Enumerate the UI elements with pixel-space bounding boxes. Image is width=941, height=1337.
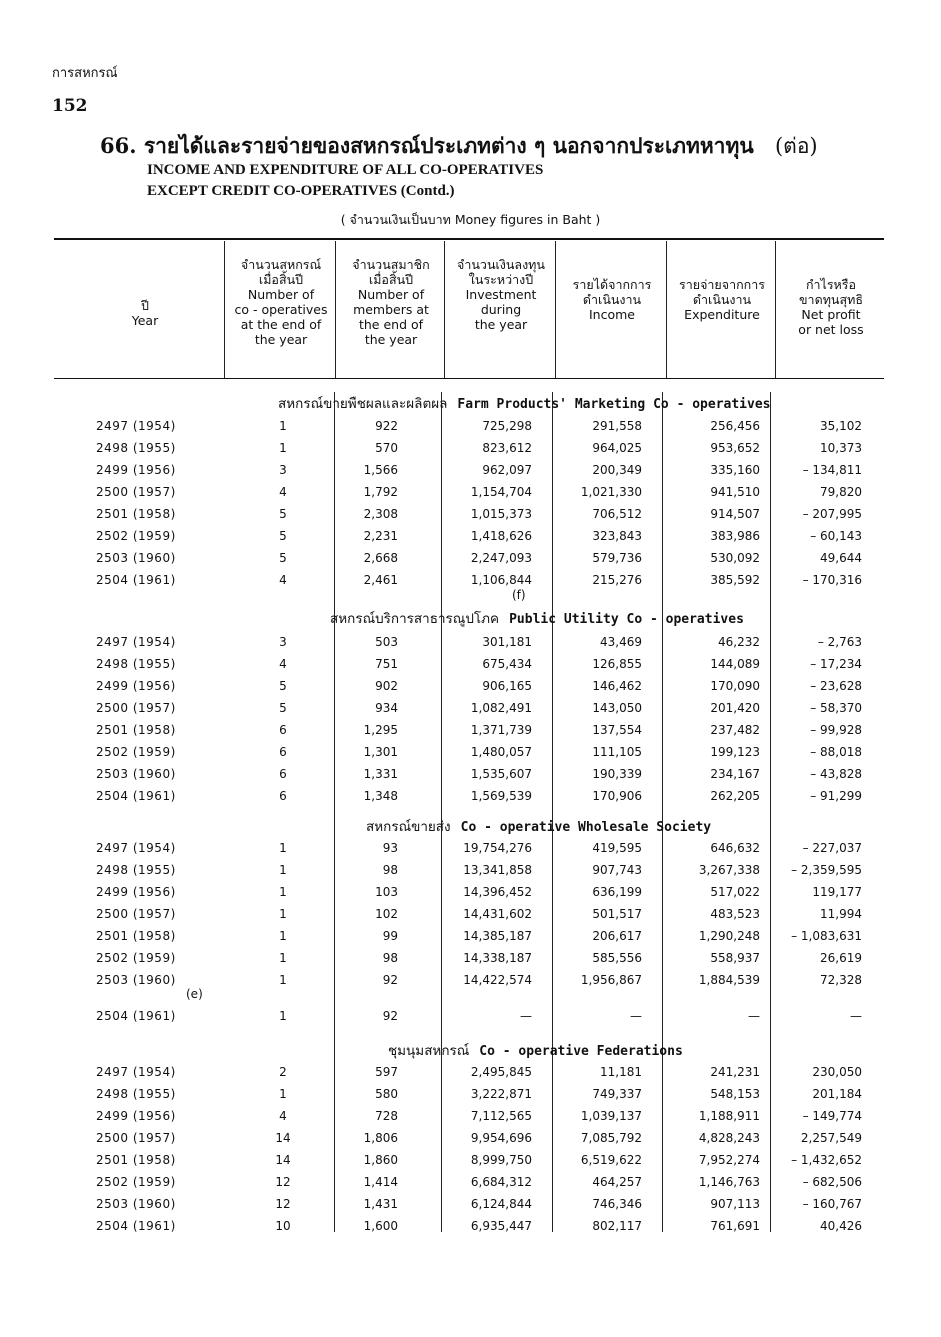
cell-year: 2499 (1956): [96, 1109, 176, 1123]
cell-coops: 4: [279, 657, 287, 671]
cell-year: 2502 (1959): [96, 1175, 176, 1189]
cell-income: 200,349: [592, 463, 642, 477]
cell-income: 43,469: [600, 635, 642, 649]
cell-investment: 1,480,057: [470, 745, 532, 759]
cell-income: 802,117: [592, 1219, 642, 1233]
cell-income: 170,906: [592, 789, 642, 803]
cell-income: 1,021,330: [580, 485, 642, 499]
cell-year: 2504 (1961): [96, 573, 176, 587]
cell-income: 1,956,867: [580, 973, 642, 987]
cell-investment: 6,684,312: [470, 1175, 532, 1189]
cell-year: 2504 (1961): [96, 1009, 176, 1023]
cell-investment: 14,431,602: [463, 907, 532, 921]
cell-expenditure: 46,232: [718, 635, 760, 649]
cell-expenditure: 941,510: [710, 485, 760, 499]
cell-members: 98: [382, 863, 398, 877]
page-number: 152: [52, 96, 88, 116]
column-header-cooperatives: จำนวนสหกรณ์ เมื่อสิ้นปี Number of co - operatives at the end of the year: [234, 257, 328, 347]
cell-coops: 5: [279, 551, 287, 565]
cell-members: 1,792: [363, 485, 398, 499]
cell-year: 2497 (1954): [96, 419, 176, 433]
cell-net: – 91,299: [810, 789, 862, 803]
header-divider: [444, 241, 445, 378]
cell-year: 2500 (1957): [96, 485, 176, 499]
cell-net: —: [850, 1009, 862, 1023]
cell-net: – 1,432,652: [791, 1153, 862, 1167]
table-row: [0, 720, 941, 740]
footnote-marker: (e): [186, 987, 203, 1001]
cell-coops: 4: [279, 573, 287, 587]
cell-year: 2502 (1959): [96, 951, 176, 965]
cell-year: 2500 (1957): [96, 1131, 176, 1145]
cell-investment: 962,097: [482, 463, 532, 477]
cell-year: 2497 (1954): [96, 635, 176, 649]
cell-expenditure: 241,231: [710, 1065, 760, 1079]
cell-year: 2503 (1960): [96, 551, 176, 565]
cell-net: 10,373: [820, 441, 862, 455]
cell-net: – 43,828: [810, 767, 862, 781]
column-header-income: รายได้จากการ ดำเนินงาน Income: [572, 277, 652, 322]
cell-members: 2,461: [363, 573, 398, 587]
cell-investment: 14,396,452: [463, 885, 532, 899]
cell-year: 2497 (1954): [96, 1065, 176, 1079]
table-row: [0, 742, 941, 762]
header-divider: [775, 241, 776, 378]
money-units-note: ( จำนวนเงินเป็นบาท Money figures in Baht ): [340, 212, 601, 227]
cell-investment: 675,434: [482, 657, 532, 671]
cell-year: 2498 (1955): [96, 863, 176, 877]
cell-net: – 99,928: [810, 723, 862, 737]
cell-net: 201,184: [812, 1087, 862, 1101]
cell-income: 7,085,792: [580, 1131, 642, 1145]
cell-income: —: [630, 1009, 642, 1023]
cell-income: 706,512: [592, 507, 642, 521]
cell-coops: 12: [275, 1175, 291, 1189]
section-title-thai: สหกรณ์ขายส่ง: [366, 819, 451, 835]
table-row: [0, 838, 941, 858]
cell-members: 580: [375, 1087, 398, 1101]
table-row: [0, 1128, 941, 1148]
cell-coops: 3: [279, 635, 287, 649]
table-row: [0, 948, 941, 968]
cell-coops: 4: [279, 485, 287, 499]
cell-net: – 17,234: [810, 657, 862, 671]
cell-net: – 60,143: [810, 529, 862, 543]
cell-year: 2497 (1954): [96, 841, 176, 855]
cell-coops: 6: [279, 767, 287, 781]
cell-investment: 2,495,845: [470, 1065, 532, 1079]
table-row: [0, 548, 941, 568]
cell-coops: 1: [279, 1009, 287, 1023]
cell-investment: 7,112,565: [470, 1109, 532, 1123]
cell-members: 92: [382, 973, 398, 987]
cell-income: 1,039,137: [580, 1109, 642, 1123]
cell-expenditure: 262,205: [710, 789, 760, 803]
cell-investment: 906,165: [482, 679, 532, 693]
cell-year: 2502 (1959): [96, 745, 176, 759]
column-header-year: ปี Year: [131, 298, 159, 328]
cell-members: 902: [375, 679, 398, 693]
cell-members: 1,348: [363, 789, 398, 803]
cell-net: 26,619: [820, 951, 862, 965]
table-row: [0, 482, 941, 502]
column-header-net: กำไรหรือ ขาดทุนสุทธิ Net profit or net loss: [798, 277, 864, 337]
cell-members: 2,231: [363, 529, 398, 543]
cell-members: 503: [375, 635, 398, 649]
cell-year: 2504 (1961): [96, 1219, 176, 1233]
cell-investment: 3,222,871: [470, 1087, 532, 1101]
cell-expenditure: 953,652: [710, 441, 760, 455]
section-title-english: Co - operative Federations: [479, 1044, 683, 1059]
cell-expenditure: 199,123: [710, 745, 760, 759]
section-title: [278, 392, 771, 414]
running-header: การสหกรณ์: [52, 66, 118, 81]
cell-coops: 1: [279, 1087, 287, 1101]
table-row: [0, 1150, 941, 1170]
cell-net: – 2,359,595: [791, 863, 862, 877]
cell-expenditure: 385,592: [710, 573, 760, 587]
cell-expenditure: 256,456: [710, 419, 760, 433]
contd-thai: (ต่อ): [774, 134, 818, 158]
cell-coops: 14: [275, 1153, 291, 1167]
cell-investment: 1,106,844: [470, 573, 532, 587]
cell-coops: 4: [279, 1109, 287, 1123]
cell-income: 146,462: [592, 679, 642, 693]
cell-year: 2498 (1955): [96, 441, 176, 455]
cell-members: 1,806: [363, 1131, 398, 1145]
table-row: [0, 416, 941, 436]
cell-coops: 1: [279, 973, 287, 987]
table-row: [0, 438, 941, 458]
cell-members: 1,331: [363, 767, 398, 781]
cell-investment: 725,298: [482, 419, 532, 433]
section-title: [366, 815, 711, 837]
table-row: [0, 676, 941, 696]
cell-income: 579,736: [592, 551, 642, 565]
cell-year: 2500 (1957): [96, 907, 176, 921]
section-title-english: Co - operative Wholesale Society: [460, 820, 712, 835]
header-bottom-rule: [54, 378, 884, 379]
cell-coops: 1: [279, 929, 287, 943]
cell-coops: 10: [275, 1219, 291, 1233]
cell-investment: 14,338,187: [463, 951, 532, 965]
cell-net: – 682,506: [802, 1175, 862, 1189]
cell-income: 6,519,622: [580, 1153, 642, 1167]
footnote-marker: (f): [512, 588, 526, 602]
cell-members: 1,566: [363, 463, 398, 477]
cell-coops: 5: [279, 701, 287, 715]
cell-year: 2498 (1955): [96, 657, 176, 671]
cell-coops: 1: [279, 419, 287, 433]
column-header-members: จำนวนสมาชิก เมื่อสิ้นปี Number of members at the end of the year: [352, 257, 430, 347]
cell-members: 2,668: [363, 551, 398, 565]
table-row: [0, 1006, 941, 1026]
cell-income: 137,554: [592, 723, 642, 737]
column-header-investment: จำนวนเงินลงทุน ในระหว่างปี Investment during the year: [457, 257, 545, 332]
cell-income: 749,337: [592, 1087, 642, 1101]
cell-net: 40,426: [820, 1219, 862, 1233]
table-title-english: [147, 160, 543, 202]
cell-income: 11,181: [600, 1065, 642, 1079]
cell-coops: 6: [279, 723, 287, 737]
cell-expenditure: 907,113: [710, 1197, 760, 1211]
cell-year: 2503 (1960): [96, 767, 176, 781]
cell-members: 93: [382, 841, 398, 855]
cell-investment: 2,247,093: [470, 551, 532, 565]
cell-net: – 23,628: [810, 679, 862, 693]
table-row: [0, 882, 941, 902]
table-number: 66.: [100, 133, 137, 158]
cell-expenditure: 1,188,911: [698, 1109, 760, 1123]
cell-year: 2499 (1956): [96, 679, 176, 693]
cell-income: 907,743: [592, 863, 642, 877]
cell-net: 11,994: [820, 907, 862, 921]
cell-expenditure: 483,523: [710, 907, 760, 921]
cell-members: 2,308: [363, 507, 398, 521]
cell-net: – 207,995: [802, 507, 862, 521]
cell-investment: 8,999,750: [470, 1153, 532, 1167]
cell-investment: 9,954,696: [470, 1131, 532, 1145]
cell-income: 501,517: [592, 907, 642, 921]
cell-expenditure: 1,146,763: [698, 1175, 760, 1189]
cell-expenditure: 237,482: [710, 723, 760, 737]
cell-members: 922: [375, 419, 398, 433]
table-row: [0, 1172, 941, 1192]
cell-net: 119,177: [812, 885, 862, 899]
cell-income: 111,105: [592, 745, 642, 759]
cell-income: 206,617: [592, 929, 642, 943]
cell-year: 2499 (1956): [96, 463, 176, 477]
table-row: [0, 970, 941, 990]
table-row: [0, 1084, 941, 1104]
cell-coops: 6: [279, 745, 287, 759]
cell-expenditure: 1,290,248: [698, 929, 760, 943]
cell-year: 2501 (1958): [96, 929, 176, 943]
section-title: [330, 607, 744, 629]
header-divider: [224, 241, 225, 378]
cell-coops: 14: [275, 1131, 291, 1145]
cell-expenditure: 144,089: [710, 657, 760, 671]
cell-expenditure: 548,153: [710, 1087, 760, 1101]
section-title-thai: สหกรณ์ขายพืชผลและผลิตผล: [278, 396, 448, 412]
cell-income: 964,025: [592, 441, 642, 455]
cell-expenditure: 234,167: [710, 767, 760, 781]
cell-coops: 1: [279, 863, 287, 877]
cell-coops: 2: [279, 1065, 287, 1079]
table-row: [0, 654, 941, 674]
cell-income: 636,199: [592, 885, 642, 899]
title-english-line-1: INCOME AND EXPENDITURE OF ALL CO-OPERATIVES: [147, 162, 544, 178]
table-row: [0, 1106, 941, 1126]
table-title-thai: [100, 130, 818, 163]
cell-expenditure: 7,952,274: [698, 1153, 760, 1167]
cell-net: 230,050: [812, 1065, 862, 1079]
cell-members: 1,860: [363, 1153, 398, 1167]
cell-investment: 14,422,574: [463, 973, 532, 987]
cell-net: – 1,083,631: [791, 929, 862, 943]
cell-expenditure: 3,267,338: [698, 863, 760, 877]
cell-net: 79,820: [820, 485, 862, 499]
title-thai-text: รายได้และรายจ่ายของสหกรณ์ประเภทต่าง ๆ นอกจากประเภทหาทุน: [143, 133, 754, 158]
cell-net: 72,328: [820, 973, 862, 987]
cell-members: 1,431: [363, 1197, 398, 1211]
cell-year: 2498 (1955): [96, 1087, 176, 1101]
cell-members: 1,414: [363, 1175, 398, 1189]
cell-coops: 6: [279, 789, 287, 803]
cell-coops: 12: [275, 1197, 291, 1211]
table-row: [0, 786, 941, 806]
cell-members: 1,301: [363, 745, 398, 759]
cell-net: – 160,767: [802, 1197, 862, 1211]
cell-income: 585,556: [592, 951, 642, 965]
cell-expenditure: 517,022: [710, 885, 760, 899]
cell-investment: 1,082,491: [470, 701, 532, 715]
cell-expenditure: 761,691: [710, 1219, 760, 1233]
cell-members: 98: [382, 951, 398, 965]
cell-investment: 19,754,276: [463, 841, 532, 855]
section-title: [388, 1039, 683, 1061]
cell-year: 2499 (1956): [96, 885, 176, 899]
cell-income: 215,276: [592, 573, 642, 587]
cell-investment: 301,181: [482, 635, 532, 649]
cell-members: 92: [382, 1009, 398, 1023]
cell-members: 934: [375, 701, 398, 715]
cell-net: – 227,037: [802, 841, 862, 855]
table-row: [0, 764, 941, 784]
cell-year: 2503 (1960): [96, 1197, 176, 1211]
cell-coops: 1: [279, 441, 287, 455]
table-row: [0, 926, 941, 946]
title-english-line-2: EXCEPT CREDIT CO-OPERATIVES (Contd.): [147, 183, 455, 199]
cell-investment: 1,418,626: [470, 529, 532, 543]
cell-members: 1,295: [363, 723, 398, 737]
cell-income: 126,855: [592, 657, 642, 671]
cell-members: 103: [375, 885, 398, 899]
table-row: [0, 526, 941, 546]
cell-members: 728: [375, 1109, 398, 1123]
cell-year: 2501 (1958): [96, 507, 176, 521]
cell-coops: 1: [279, 951, 287, 965]
table-top-rule: [54, 238, 884, 240]
table-row: [0, 504, 941, 524]
cell-members: 102: [375, 907, 398, 921]
cell-investment: 6,124,844: [470, 1197, 532, 1211]
cell-year: 2500 (1957): [96, 701, 176, 715]
header-divider: [335, 241, 336, 378]
cell-net: 49,644: [820, 551, 862, 565]
table-row: [0, 1194, 941, 1214]
cell-members: 570: [375, 441, 398, 455]
cell-members: 99: [382, 929, 398, 943]
cell-net: – 88,018: [810, 745, 862, 759]
cell-year: 2502 (1959): [96, 529, 176, 543]
cell-investment: 1,371,739: [470, 723, 532, 737]
cell-year: 2501 (1958): [96, 723, 176, 737]
cell-members: 1,600: [363, 1219, 398, 1233]
cell-coops: 3: [279, 463, 287, 477]
cell-income: 419,595: [592, 841, 642, 855]
cell-investment: —: [520, 1009, 532, 1023]
cell-year: 2501 (1958): [96, 1153, 176, 1167]
cell-investment: 1,154,704: [470, 485, 532, 499]
cell-income: 291,558: [592, 419, 642, 433]
cell-income: 143,050: [592, 701, 642, 715]
cell-income: 190,339: [592, 767, 642, 781]
cell-coops: 5: [279, 679, 287, 693]
cell-coops: 5: [279, 507, 287, 521]
cell-investment: 6,935,447: [470, 1219, 532, 1233]
cell-investment: 1,535,607: [470, 767, 532, 781]
cell-members: 597: [375, 1065, 398, 1079]
cell-net: – 170,316: [802, 573, 862, 587]
cell-year: 2504 (1961): [96, 789, 176, 803]
table-row: [0, 698, 941, 718]
cell-expenditure: 530,092: [710, 551, 760, 565]
cell-coops: 5: [279, 529, 287, 543]
table-row: [0, 570, 941, 590]
table-row: [0, 1062, 941, 1082]
cell-expenditure: 4,828,243: [698, 1131, 760, 1145]
cell-coops: 1: [279, 885, 287, 899]
cell-members: 751: [375, 657, 398, 671]
cell-coops: 1: [279, 907, 287, 921]
cell-investment: 13,341,858: [463, 863, 532, 877]
cell-coops: 1: [279, 841, 287, 855]
cell-expenditure: 914,507: [710, 507, 760, 521]
cell-investment: 1,015,373: [470, 507, 532, 521]
cell-income: 464,257: [592, 1175, 642, 1189]
table-row: [0, 460, 941, 480]
column-header-expenditure: รายจ่ายจากการ ดำเนินงาน Expenditure: [679, 277, 765, 322]
section-title-english: Public Utility Co - operatives: [509, 612, 744, 627]
cell-net: – 134,811: [802, 463, 862, 477]
cell-year: 2503 (1960): [96, 973, 176, 987]
cell-net: 2,257,549: [800, 1131, 862, 1145]
table-row: [0, 904, 941, 924]
cell-income: 746,346: [592, 1197, 642, 1211]
cell-investment: 14,385,187: [463, 929, 532, 943]
section-title-thai: ชุมนุมสหกรณ์: [388, 1043, 470, 1059]
section-title-english: Farm Products' Marketing Co - operatives: [457, 397, 771, 412]
cell-expenditure: 1,884,539: [698, 973, 760, 987]
cell-expenditure: 201,420: [710, 701, 760, 715]
cell-income: 323,843: [592, 529, 642, 543]
section-title-thai: สหกรณ์บริการสาธารณูปโภค: [330, 611, 500, 627]
cell-expenditure: 170,090: [710, 679, 760, 693]
cell-expenditure: —: [748, 1009, 760, 1023]
table-row: [0, 860, 941, 880]
cell-expenditure: 383,986: [710, 529, 760, 543]
cell-investment: 1,569,539: [470, 789, 532, 803]
cell-expenditure: 335,160: [710, 463, 760, 477]
cell-net: – 58,370: [810, 701, 862, 715]
cell-net: – 2,763: [817, 635, 862, 649]
table-row: [0, 1216, 941, 1236]
cell-expenditure: 646,632: [710, 841, 760, 855]
cell-investment: 823,612: [482, 441, 532, 455]
cell-net: – 149,774: [802, 1109, 862, 1123]
cell-expenditure: 558,937: [710, 951, 760, 965]
header-divider: [555, 241, 556, 378]
cell-net: 35,102: [820, 419, 862, 433]
table-row: [0, 632, 941, 652]
header-divider: [666, 241, 667, 378]
